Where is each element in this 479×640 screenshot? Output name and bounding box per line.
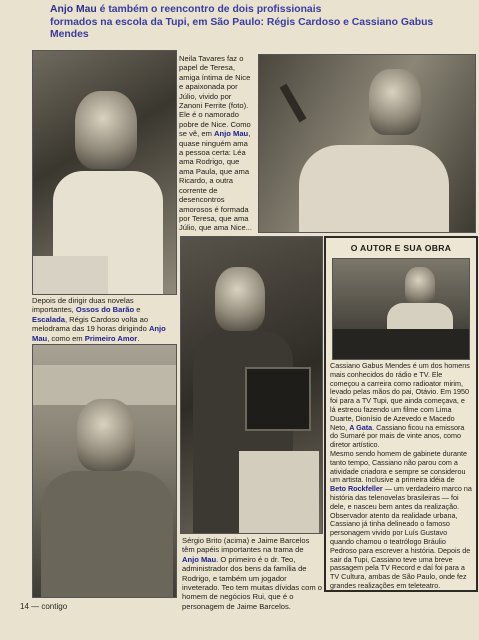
page-footer: 14 — contigo [20,602,68,611]
photo-sergio-brito [180,236,323,534]
photo-cassiano-office [332,258,470,360]
header-title-bold: Anjo Mau [50,4,97,15]
sidebar-text-d: — um verdadeiro marco na história das telenovelas brasileiras — foi dele, e nasceu bem antes da realização. Observador atento da realidade urbana, Cassiano já tinha delineado o famoso personagem vivido por Luís Gustavo quando chamou o teatrólogo Bráulio Pedroso para escrever a história. Depois de sair da Tupi, Cassiano teve uma breve passagem pela TV Record e daí foi para a TV Cultura, ambas de São Paulo, onde fez grandes realizações em teleteatro. [330,484,472,590]
caption-regis-bold-3: Anjo Mau [32,324,166,343]
sidebar-bold-2: Beto Rockfeller [330,484,383,494]
caption-regis-text-c: e [134,305,141,315]
middle-text-p2: , quase ninguém ama a pessoa certa: Léa ama Rodrigo, que ama Paula, que ama Ricardo, a outra corrente de desencontros amorosos é formada por Teresa, que ama Júlio, que ama Nice... [179,129,253,233]
photo-jaime-barcelos [32,344,177,598]
sidebar-bold-1: A Gata [349,422,373,432]
caption-regis-bold-1: Ossos do Barão [75,305,135,315]
caption-regis-text-e: , como em [47,333,85,343]
photo-regis-cardoso [32,50,177,295]
caption-regis-text-d: , Régis Cardoso volta ao melodrama das 19 horas dirigindo [32,314,149,334]
article-header [50,4,450,42]
caption-center-text-c: . O primeiro é o dr. Teo, administrador dos bens da família de Rodrigo, e também um jogador inveterado. Teo tem muitas dívidas com o homem de negócios Rui, que é o personagem de Jaime Barcelos. [182,554,322,611]
caption-regis-text-a: Depois de dirigir duas novelas importantes, [32,296,134,315]
caption-regis-text-f: . [137,333,140,343]
middle-text-bold: Anjo Mau [214,129,249,139]
caption-center-text-a: Sérgio Brito (acima) e Jaime Barcelos têm papéis importantes na trama de [182,536,310,555]
header-line2: formados na escola da Tupi, em São Paulo: Régis Cardoso e Cassiano Gabus Mendes [50,16,434,40]
middle-text-p1: Neila Tavares faz o papel de Teresa, amiga íntima de Nice e apaixonada por Júlio, vivido por Zanoni Ferrite (foto). Ele é o namorado pobre de Nice. Como se vê, em [179,54,251,139]
caption-center-bold: Anjo Mau [182,554,217,564]
sidebar-text [330,362,472,591]
sidebar-title: O AUTOR E SUA OBRA [350,243,452,253]
sidebar-text-c: Mesmo sendo homem de gabinete durante tanto tempo, Cassiano não parou com a atividade criadora e sempre se considerou um artista. Inclusive a primeira idéia de [330,448,468,485]
middle-text-column [179,54,253,233]
sidebar-text-a: Cassiano Gabus Mendes é um dos homens mais conhecidos do rádio e TV. Ele começou a carreira como radioator mirim, levado pelas mãos do pai, Otávio. Em 1950 foi para a TV Tupi, que ainda começava, e lá estreou fazendo um filme com Lima Duarte, Dionísio de Azevedo e Macedo Neto, [330,361,470,432]
photo-cassiano-gabus-mendes [258,54,476,233]
sidebar-text-b: . Cassiano ficou na emissora do Sumaré por mais de vinte anos, como diretor artístico. [330,422,465,450]
caption-regis [32,296,175,343]
header-text: é também o reencontro de dois profissionais [96,4,322,15]
caption-regis-bold-4: Primeiro Amor [84,333,138,343]
caption-regis-bold-2: Escalada [32,314,65,324]
caption-sergio-jaime [182,536,322,611]
sidebar-autor-obra [324,236,478,592]
